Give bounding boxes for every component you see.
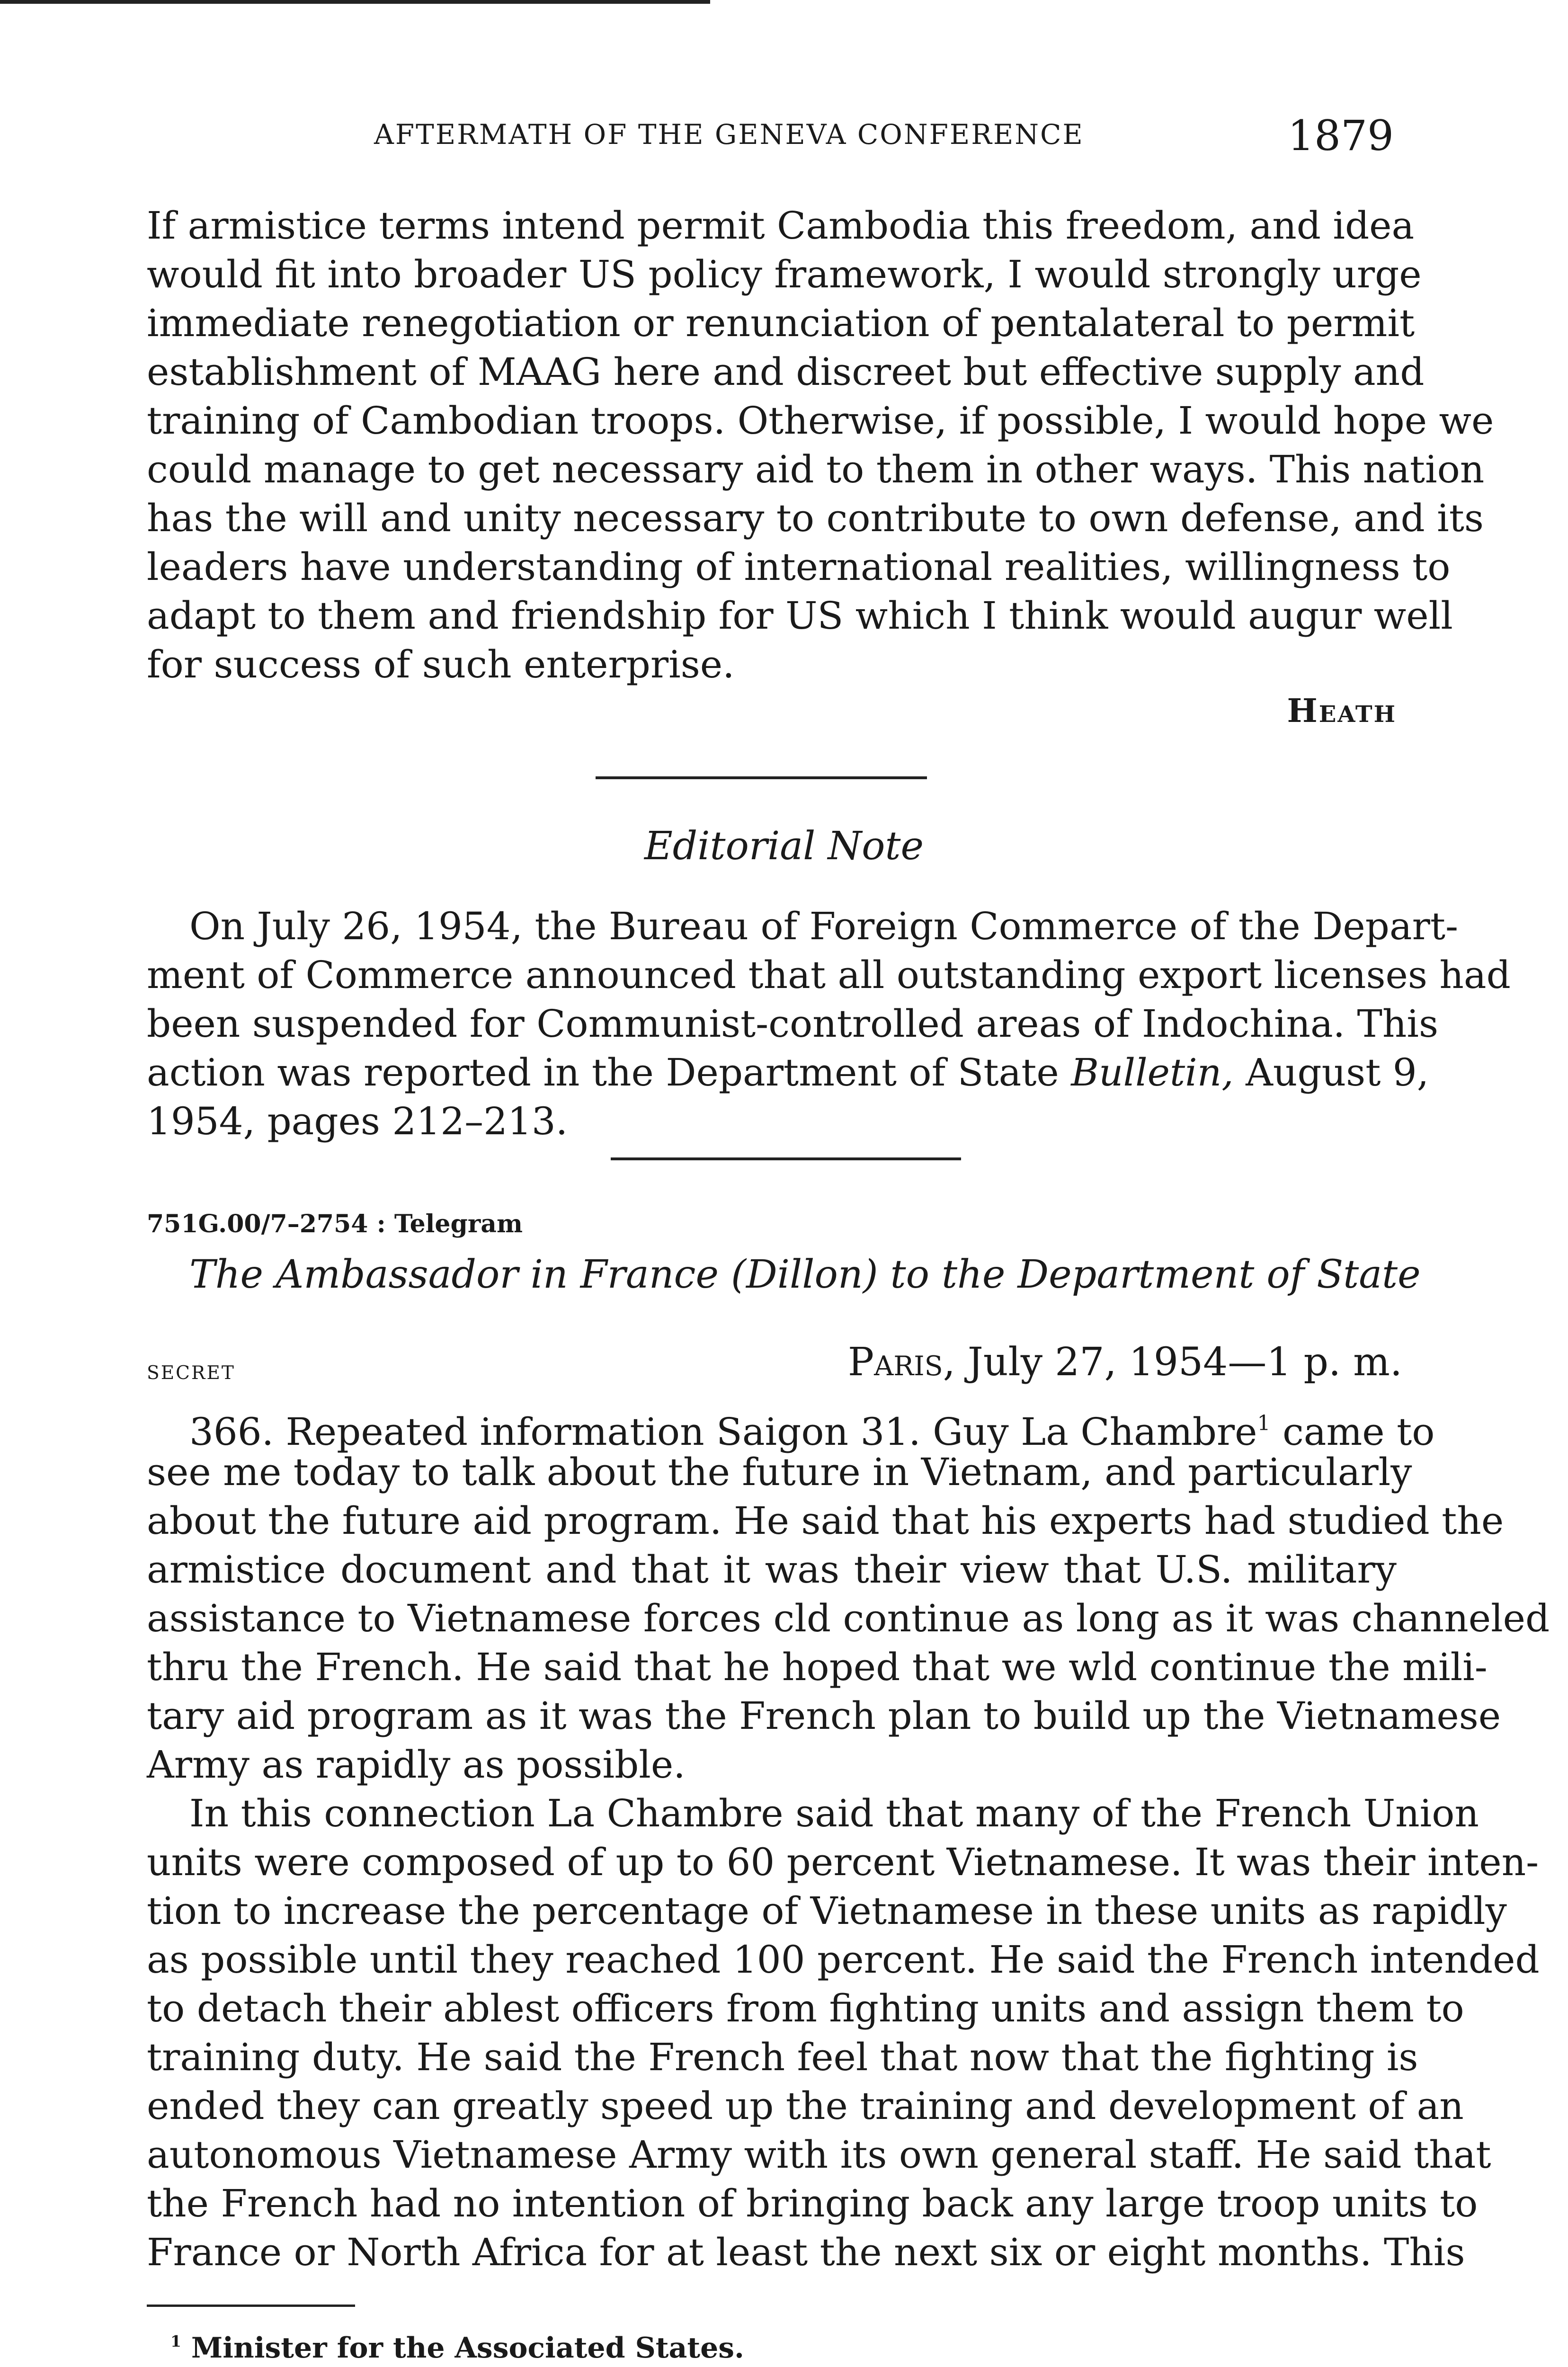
section-divider: [596, 776, 927, 779]
text-line: has the will and unity necessary to contribute to own defense, and its: [147, 496, 1484, 540]
footnote: [170, 2331, 744, 2365]
text-line: France or North Africa for at least the next six or eight months. This: [147, 2230, 1465, 2274]
line-segment: came to: [1270, 1409, 1435, 1454]
text-line: for success of such enterprise.: [147, 642, 735, 686]
text-line: been suspended for Communist-controlled areas of Indochina. This: [147, 1002, 1439, 1046]
text-line: Army as rapidly as possible.: [147, 1743, 686, 1787]
text-line: [147, 1048, 1429, 1097]
text-line: training duty. He said the French feel that now that the fighting is: [147, 2035, 1418, 2079]
text-line: would fit into broader US policy framework, I would strongly urge: [147, 252, 1422, 296]
text-line: the French had no intention of bringing back any large troop units to: [147, 2181, 1478, 2225]
footnote-divider: [147, 2305, 355, 2307]
continued-paragraph: [147, 201, 1494, 689]
text-line: If armistice terms intend permit Cambodia this freedom, and idea: [147, 204, 1415, 248]
text-line: autonomous Vietnamese Army with its own general staff. He said that: [147, 2133, 1491, 2177]
text-line: [147, 1399, 1435, 1454]
line-segment: 366. Repeated information Saigon 31. Guy La Chambre: [189, 1409, 1257, 1454]
text-line: immediate renegotiation or renunciation of pentalateral to permit: [147, 301, 1415, 345]
text-line: adapt to them and friendship for US which I think would augur well: [147, 594, 1453, 638]
text-line: 1954, pages 212–213.: [147, 1099, 568, 1143]
text-line: as possible until they reached 100 percent. He said the French intended: [147, 1938, 1540, 1982]
footnote-reference: 1: [1257, 1411, 1271, 1435]
top-edge-rule: [0, 0, 710, 4]
file-reference: 751G.00/7–2754 : Telegram: [147, 1210, 523, 1238]
text-line: establishment of MAAG here and discreet but effective supply and: [147, 350, 1425, 394]
text-line: tion to increase the percentage of Vietnamese in these units as rapidly: [147, 1889, 1507, 1933]
bulletin-title: Bulletin,: [1071, 1050, 1234, 1095]
editorial-note-heading: Editorial Note: [644, 824, 924, 869]
text-line: could manage to get necessary aid to them in other ways. This nation: [147, 447, 1485, 491]
page-number: 1879: [1288, 111, 1394, 160]
dateline-date: July 27, 1954—1 p. m.: [955, 1340, 1402, 1385]
text-line: leaders have understanding of international realities, willingness to: [147, 545, 1451, 589]
section-divider: [611, 1157, 961, 1160]
text-line: ment of Commerce announced that all outstanding export licenses had: [147, 953, 1511, 997]
text-line: On July 26, 1954, the Bureau of Foreign Commerce of the Depart-: [189, 904, 1458, 948]
document-title: The Ambassador in France (Dillon) to the Department of State: [189, 1252, 1421, 1297]
classification-label: secret: [147, 1355, 235, 1386]
text-line: assistance to Vietnamese forces cld continue as long as it was channeled: [147, 1596, 1550, 1640]
footnote-mark: 1: [170, 2331, 181, 2350]
line-segment: action was reported in the Department of State: [147, 1050, 1071, 1095]
editorial-note-body: [147, 902, 1511, 1146]
running-title: AFTERMATH OF THE GENEVA CONFERENCE: [374, 118, 1084, 151]
text-line: ended they can greatly speed up the training and development of an: [147, 2084, 1464, 2128]
text-line: training of Cambodian troops. Otherwise, if possible, I would hope we: [147, 399, 1494, 443]
line-segment: August 9,: [1233, 1050, 1429, 1095]
text-line: units were composed of up to 60 percent Vietnamese. It was their inten-: [147, 1840, 1539, 1884]
footnote-text: Minister for the Associated States.: [181, 2331, 744, 2365]
text-line: see me today to talk about the future in Vietnam, and particularly: [147, 1450, 1412, 1494]
dateline: [848, 1340, 1402, 1385]
text-line: to detach their ablest officers from fighting units and assign them to: [147, 1986, 1464, 2030]
telegram-body: [147, 1399, 1550, 2277]
dateline-place: Paris,: [847, 1340, 955, 1385]
signature: Heath: [1287, 692, 1397, 730]
text-line: armistice document and that it was their view that U.S. military: [147, 1548, 1397, 1592]
text-line: In this connection La Chambre said that many of the French Union: [189, 1791, 1479, 1835]
text-line: thru the French. He said that he hoped that we wld continue the mili-: [147, 1645, 1488, 1689]
text-line: about the future aid program. He said that his experts had studied the: [147, 1499, 1504, 1543]
text-line: tary aid program as it was the French plan to build up the Vietnamese: [147, 1694, 1501, 1738]
